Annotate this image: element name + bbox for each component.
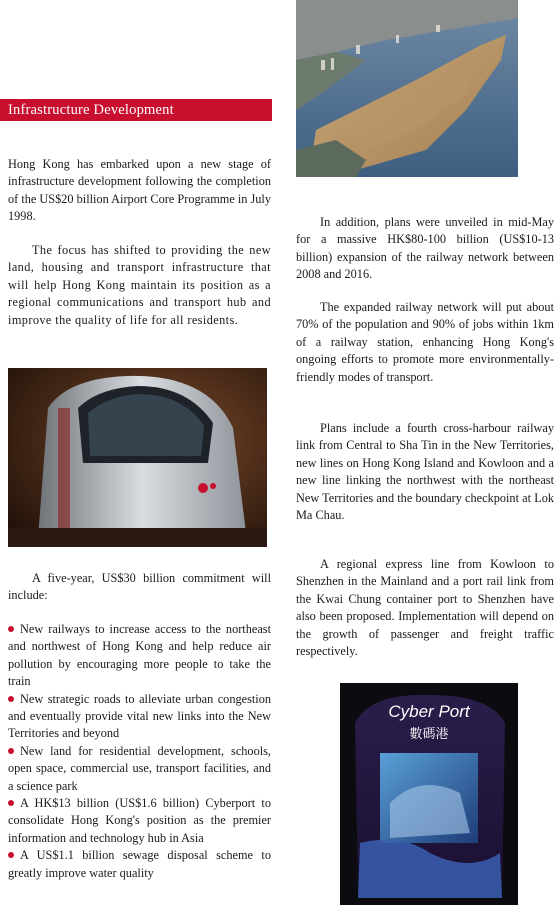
commitment-paragraph: A five-year, US$30 billion commitment will include: [8, 571, 271, 603]
railway-network-paragraph: The expanded railway network will put about 70% of the population and 90% of jobs within 1km of a railway station, enhancing Hong Kong's ongoing efforts to promote more environmentally-friendly modes of transport. [296, 300, 554, 384]
cyberport-booth-photo [340, 683, 518, 905]
bullet-icon [8, 800, 14, 806]
list-item: New land for residential development, schools, open space, commercial use, transport facilities, and a science park [8, 743, 271, 793]
railway-expansion-paragraph: In addition, plans were unveiled in mid-May for a massive HK$80-100 billion (US$10-13 billion) expansion of the railway network between 2008 and 2016. [296, 215, 554, 282]
bullet-icon [8, 626, 14, 632]
commitment-list [8, 621, 271, 882]
aerial-reclamation-photo [296, 0, 518, 177]
list-item: A HK$13 billion (US$1.6 billion) Cyberport to consolidate Hong Kong's position as the premier information and technology hub in Asia [8, 796, 271, 845]
list-item: A US$1.1 billion sewage disposal scheme to greatly improve water quality [8, 848, 271, 880]
section-title: Infrastructure Development [0, 99, 272, 121]
bullet-icon [8, 748, 14, 754]
list-item: New railways to increase access to the northeast and northwest of Hong Kong and help reduce air pollution by encouraging more people to take the train [8, 622, 271, 689]
cross-harbour-paragraph: Plans include a fourth cross-harbour railway link from Central to Sha Tin in the New Territories, new lines on Hong Kong Island and Kowloon and a new line linking the northwest with the northeast New Territories and the boundary checkpoint at Lok Ma Chau. [296, 421, 554, 523]
intro-paragraph: Hong Kong has embarked upon a new stage of infrastructure development following the completion of the US$20 billion Airport Core Programme in July 1998. [8, 157, 271, 224]
cyberport-sign-en: Cyber Port [388, 702, 470, 721]
train-model-photo [8, 368, 267, 547]
focus-paragraph: The focus has shifted to providing the new land, housing and transport infrastructure that will help Hong Kong maintain its position as a regional communications and transport hub and improve the quality of life for all residents. [8, 243, 271, 327]
bullet-icon [8, 852, 14, 858]
list-item: New strategic roads to alleviate urban congestion and eventually provide vital new links into the New Territories and beyond [8, 691, 271, 741]
bullet-icon [8, 696, 14, 702]
regional-express-paragraph: A regional express line from Kowloon to Shenzhen in the Mainland and a port rail link from the Kwai Chung container port to Shenzhen have also been proposed. Implementation will depend on the growth of passenger and freight traffic respectively. [296, 557, 554, 659]
cyberport-sign-zh: 數碼港 [409, 727, 449, 742]
